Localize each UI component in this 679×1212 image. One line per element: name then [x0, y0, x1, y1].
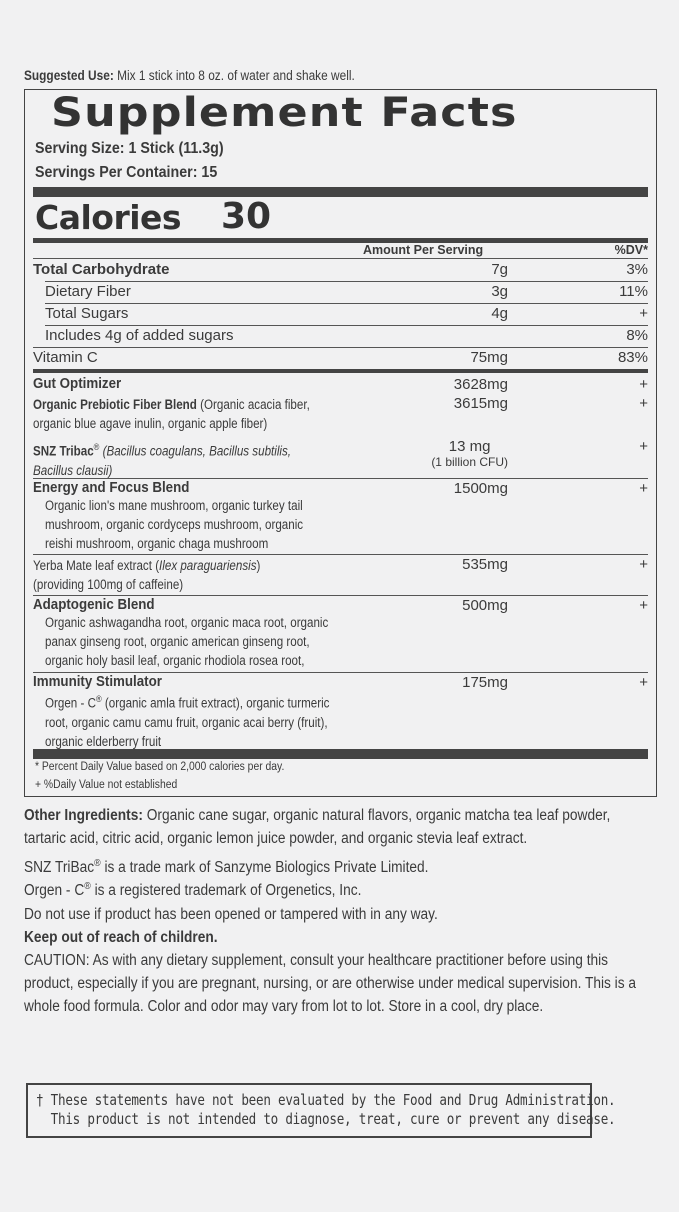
trademark-tribac-text: is a trade mark of Sanzyme Biologics Private Limited. [100, 859, 429, 877]
nutrient-dv: 8% [626, 327, 648, 344]
prebiotic-dv: + [639, 395, 648, 412]
nutrient-label: Total Carbohydrate [33, 261, 170, 278]
yerba-desc-post: ) [256, 558, 261, 573]
suggested-use-label: Suggested Use: [24, 68, 114, 83]
suggested-use [24, 68, 587, 83]
nutrient-dv: + [639, 305, 648, 322]
tribac-dv: + [639, 438, 648, 455]
immunity-block [33, 674, 648, 751]
divider [33, 595, 648, 596]
divider [33, 554, 648, 555]
tribac-mg: 13 mg [448, 438, 491, 455]
divider [33, 672, 648, 673]
other-ingredients-label: Other Ingredients: [24, 807, 143, 824]
keep-out-warning: Keep out of reach of children. [24, 929, 218, 946]
gut-optimizer-amount: 3628mg [453, 376, 508, 393]
tamper-warning: Do not use if product has been opened or tampered with in any way. [24, 906, 438, 923]
nutrient-label: Dietary Fiber [45, 283, 131, 300]
divider [45, 303, 648, 304]
divider [45, 325, 648, 326]
adaptogenic-block [33, 597, 648, 670]
suggested-use-text: Mix 1 stick into 8 oz. of water and shake well. [113, 68, 355, 83]
gut-optimizer-block [33, 376, 648, 392]
prebiotic-ingredients: (Organic acacia fiber, organic blue agave inulin, organic apple fiber) [33, 397, 310, 431]
trademark-orgen-text: is a registered trademark of Orgenetics, Inc. [90, 882, 362, 900]
tribac-cfu: (1 billion CFU) [431, 455, 508, 469]
nutrient-label: Total Sugars [45, 305, 129, 322]
tribac-block [33, 438, 648, 480]
facts-title: Supplement Facts [51, 90, 518, 136]
divider-medium [33, 238, 648, 243]
tribac-ingredients: (Bacillus coagulans, Bacillus subtilis, Bacillus clausii) [33, 443, 292, 478]
nutrient-amount: 75mg [470, 349, 508, 366]
supplement-facts-panel [24, 89, 657, 797]
energy-dv: + [639, 480, 648, 497]
tribac-head: SNZ Tribac [33, 443, 94, 459]
immunity-dv: + [639, 674, 648, 691]
prebiotic-head: Organic Prebiotic Fiber Blend [33, 397, 197, 412]
disclaimer-line-2: This product is not intended to diagnose, treat, cure or prevent any disease. [36, 1110, 616, 1128]
footnote-percent-dv: * Percent Daily Value based on 2,000 calories per day. [35, 761, 285, 773]
trademark-orgen-reg: ® [84, 881, 91, 892]
energy-head: Energy and Focus Blend [33, 480, 190, 496]
nutrient-label: Vitamin C [33, 349, 98, 366]
other-ingredients-text: Organic cane sugar, organic natural flavors, organic matcha tea leaf powder, tartaric acid, citric acid, organic lemon juice powder, and organic stevia leaf extract. [24, 807, 611, 847]
immunity-desc [45, 690, 355, 751]
trademark-tribac-reg: ® [94, 858, 101, 869]
trademark-orgen [24, 875, 654, 902]
prebiotic-desc [33, 395, 325, 433]
divider-thick [33, 187, 648, 197]
adaptogenic-head: Adaptogenic Blend [33, 597, 155, 613]
dv-header: %DV* [614, 243, 648, 257]
yerba-desc [33, 556, 377, 594]
trademark-orgen-name: Orgen - C [24, 882, 85, 900]
immunity-ingredients: (organic amla fruit extract), organic turmeric root, organic camu camu fruit, organic acai berry (fruit), organic elderberry fruit [45, 695, 330, 749]
divider [45, 281, 648, 282]
yerba-desc-pre: Yerba Mate leaf extract ( [33, 558, 160, 573]
prebiotic-amount: 3615mg [453, 395, 508, 412]
immunity-orgen: Orgen - C [45, 695, 96, 711]
calories-value: 30 [221, 196, 272, 237]
yerba-amount: 535mg [462, 556, 508, 573]
energy-amount: 1500mg [453, 480, 508, 497]
yerba-desc-latin: Ilex paraguariensis [159, 558, 257, 573]
nutrient-dv: 83% [617, 349, 648, 366]
adaptogenic-desc: Organic ashwagandha root, organic maca root, organic panax ginseng root, organic american ginseng root, organic holy basil leaf, organic rhodiola rosea root, [45, 615, 329, 668]
nutrient-amount: 7g [491, 261, 508, 278]
calories-label: Calories [35, 198, 182, 237]
serving-size: Serving Size: 1 Stick (11.3g) [35, 140, 224, 157]
prebiotic-block [33, 395, 648, 433]
divider-medium [33, 369, 648, 373]
energy-block [33, 480, 648, 553]
nutrient-dv: 3% [626, 261, 648, 278]
other-ingredients [24, 804, 654, 850]
trademark-tribac-name: SNZ TriBac [24, 859, 95, 877]
divider [33, 347, 648, 348]
nutrient-amount: 4g [491, 305, 508, 322]
energy-desc: Organic lion's mane mushroom, organic turkey tail mushroom, organic cordyceps mushroom, organic reishi mushroom, organic chaga mushroom [45, 498, 304, 551]
yerba-caffeine: (providing 100mg of caffeine) [33, 577, 184, 592]
tribac-desc [33, 438, 325, 480]
nutrient-amount: 3g [491, 283, 508, 300]
adaptogenic-dv: + [639, 597, 648, 614]
nutrient-dv: 11% [619, 283, 648, 300]
yerba-dv: + [639, 556, 648, 573]
yerba-block [33, 556, 648, 594]
immunity-reg: ® [95, 694, 102, 704]
disclaimer-line-1: † These statements have not been evaluated by the Food and Drug Administration. [36, 1091, 616, 1109]
gut-optimizer-dv: + [639, 376, 648, 393]
servings-per-container: Servings Per Container: 15 [35, 164, 218, 181]
divider [33, 478, 648, 479]
divider [33, 258, 648, 259]
fda-disclaimer [26, 1083, 616, 1138]
tribac-reg: ® [93, 442, 100, 452]
gut-optimizer-head: Gut Optimizer [33, 376, 122, 392]
immunity-amount: 175mg [462, 674, 508, 691]
footnote-dv-not-established: + %Daily Value not established [35, 779, 178, 791]
tribac-amount [431, 438, 508, 469]
adaptogenic-amount: 500mg [462, 597, 508, 614]
nutrient-label: Includes 4g of added sugars [45, 327, 234, 344]
divider-thick [33, 749, 648, 759]
amount-per-serving-header: Amount Per Serving [363, 243, 484, 257]
caution-text: CAUTION: As with any dietary supplement, consult your healthcare practitioner before using this product, especially if you are pregnant, nursing, or are otherwise under medical supervision. This is a whole food formula. Color and odor may vary from lot to lot. Store in a cool, dry place. [24, 952, 637, 1015]
immunity-head: Immunity Stimulator [33, 674, 162, 690]
